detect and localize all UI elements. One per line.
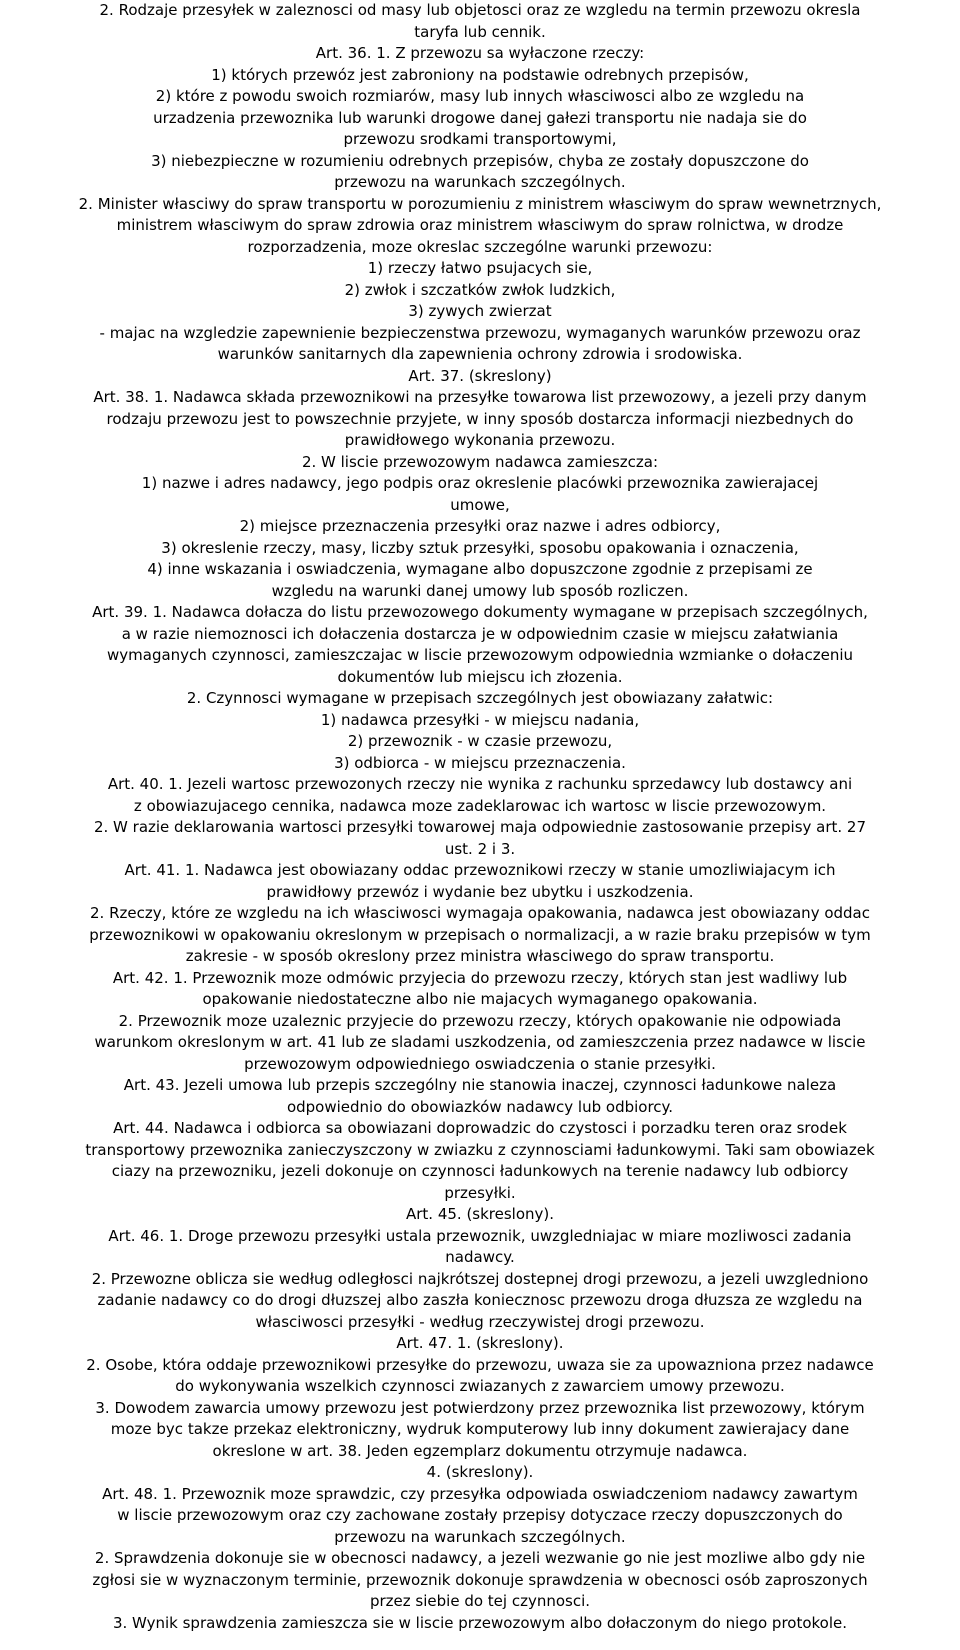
text-line: warunkom okreslonym w art. 41 lub ze sladami uszkodzenia, od zamieszczenia przez nadawce w liscie xyxy=(94,1033,866,1051)
text-line: przewoznikowi w opakowaniu okreslonym w przepisach o normalizacji, a w razie braku przepisów w tym xyxy=(89,925,871,944)
text-line: 4) inne wskazania i oswiadczenia, wymagane albo dopuszczone zgodnie z przepisami ze xyxy=(147,560,813,578)
text-line: zgłosi sie w wyznaczonym terminie, przewoznik dokonuje sprawdzenia w obecnosci osób zaproszonych xyxy=(92,1570,868,1589)
text-line: przewozowym odpowiedniego oswiadczenia o stanie przesyłki. xyxy=(244,1054,716,1073)
text-line: przewozu srodkami transportowymi, xyxy=(343,130,617,148)
text-line: 3. Dowodem zawarcia umowy przewozu jest potwierdzony przez przewoznika list przewozowy, którym xyxy=(95,1398,865,1417)
text-line: przez siebie do tej czynnosci. xyxy=(369,1592,591,1610)
text-line: własciwosci przesyłki - według rzeczywistej drogi przewozu. xyxy=(255,1312,705,1331)
text-line: Art. 43. Jezeli umowa lub przepis szczególny nie stanowia inaczej, czynnosci ładunkowe naleza xyxy=(123,1076,837,1094)
text-line: 2. Rzeczy, które ze wzgledu na ich własciwosci wymagaja opakowania, nadawca jest obowiazany oddac xyxy=(90,904,870,922)
text-line: 2) przewoznik - w czasie przewozu, xyxy=(347,732,613,750)
text-line: 3) okreslenie rzeczy, masy, liczby sztuk przesyłki, sposobu opakowania i oznaczenia, xyxy=(161,538,799,557)
text-line: 2) miejsce przeznaczenia przesyłki oraz nazwe i adres odbiorcy, xyxy=(239,517,721,535)
text-line: wzgledu na warunki danej umowy lub sposób rozliczen. xyxy=(271,581,689,600)
text-line: umowe, xyxy=(450,495,510,514)
text-line: przewozu na warunkach szczególnych. xyxy=(334,173,626,191)
text-line: wymaganych czynnosci, zamieszczajac w liscie przewozowym odpowiednia wzmianke o dołaczeniu xyxy=(107,646,853,664)
text-line: Art. 39. 1. Nadawca dołacza do listu przewozowego dokumenty wymagane w przepisach szczególnych, xyxy=(92,603,868,621)
text-line: Art. 42. 1. Przewoznik moze odmówic przyjecia do przewozu rzeczy, których stan jest wadliwy lub xyxy=(112,968,848,987)
text-line: - majac na wzgledzie zapewnienie bezpieczenstwa przewozu, wymaganych warunków przewozu oraz xyxy=(99,323,861,342)
text-line: prawidłowego wykonania przewozu. xyxy=(344,431,616,449)
text-line: 2. Osobe, która oddaje przewoznikowi przesyłke do przewozu, uwaza sie za upowazniona przez nadawce xyxy=(86,1355,874,1374)
text-line: 3) niebezpieczne w rozumieniu odrebnych przepisów, chyba ze zostały dopuszczone do xyxy=(151,151,809,170)
text-line: 2. W liscie przewozowym nadawca zamieszcza: xyxy=(301,452,659,471)
text-line: Art. 37. (skreslony) xyxy=(408,366,552,385)
text-line: transportowy przewoznika zanieczyszczony w zwiazku z czynnosciami ładunkowymi. Taki sam obowiazek xyxy=(85,1140,875,1159)
text-line: urzadzenia przewoznika lub warunki drogowe danej gałezi transportu nie nadaja sie do xyxy=(153,108,807,127)
text-line: zakresie - w sposób okreslony przez ministra własciwego do spraw transportu. xyxy=(185,947,775,965)
text-line: a w razie niemoznosci ich dołaczenia dostarcza je w odpowiednim czasie w miejscu załatwiania xyxy=(121,624,839,643)
document-body xyxy=(2,0,958,1634)
text-line: opakowanie niedostateczne albo nie majacych wymaganego opakowania. xyxy=(202,990,758,1008)
text-line: rozporzadzenia, moze okreslac szczególne warunki przewozu: xyxy=(247,237,713,256)
text-line: 2. Sprawdzenia dokonuje sie w obecnosci nadawcy, a jezeli wezwanie go nie jest mozliwe albo gdy nie xyxy=(94,1549,866,1567)
text-line: do wykonywania wszelkich czynnosci zwiazanych z zawarciem umowy przewozu. xyxy=(175,1377,785,1395)
text-line: przesyłki. xyxy=(444,1183,516,1202)
text-line: ciazy na przewozniku, jezeli dokonuje on czynnosci ładunkowych na terenie nadawcy lub odbiorcy xyxy=(111,1162,849,1180)
text-line: dokumentów lub miejscu ich złozenia. xyxy=(337,667,623,686)
text-line: zadanie nadawcy co do drogi dłuzszej albo zaszła koniecznosc przewozu droga dłuzsza ze wzgledu na xyxy=(97,1291,863,1309)
text-line: 2. Przewozne oblicza sie według odległosci najkrótszej dostepnej drogi przewozu, a jezeli uwzgledniono xyxy=(91,1269,869,1288)
text-line: Art. 47. 1. (skreslony). xyxy=(396,1334,564,1352)
text-line: 1) nazwe i adres nadawcy, jego podpis oraz okreslenie placówki przewoznika zawierajacej xyxy=(141,474,819,492)
text-line: Art. 41. 1. Nadawca jest obowiazany oddac przewoznikowi rzeczy w stanie umozliwiajacym ich xyxy=(124,861,836,879)
text-line: Art. 48. 1. Przewoznik moze sprawdzic, czy przesyłka odpowiada oswiadczeniom nadawcy zawartym xyxy=(102,1484,858,1503)
text-line: Art. 36. 1. Z przewozu sa wyłaczone rzeczy: xyxy=(315,44,645,62)
text-line: nadawcy. xyxy=(445,1248,515,1266)
text-line: 3) zywych zwierzat xyxy=(408,302,552,320)
text-line: przewozu na warunkach szczególnych. xyxy=(334,1527,626,1546)
text-line: prawidłowy przewóz i wydanie bez ubytku i uszkodzenia. xyxy=(266,882,694,901)
text-line: ust. 2 i 3. xyxy=(444,839,516,858)
text-line: 1) rzeczy łatwo psujacych sie, xyxy=(367,259,593,277)
text-line: 2) zwłok i szczatków zwłok ludzkich, xyxy=(344,280,616,299)
text-line: 1) nadawca przesyłki - w miejscu nadania, xyxy=(320,710,640,729)
text-line: Art. 40. 1. Jezeli wartosc przewozonych rzeczy nie wynika z rachunku sprzedawcy lub dostawcy ani xyxy=(107,775,853,793)
text-line: ministrem własciwym do spraw zdrowia oraz ministrem własciwym do spraw rolnictwa, w drodze xyxy=(116,216,844,234)
text-line: 2. Minister własciwy do spraw transportu w porozumieniu z ministrem własciwym do spraw wewnetrznych, xyxy=(78,194,882,213)
text-line: taryfa lub cennik. xyxy=(414,22,546,41)
text-line: 4. (skreslony). xyxy=(426,1463,534,1481)
text-line: 2) które z powodu swoich rozmiarów, masy lub innych własciwosci albo ze wzgledu na xyxy=(155,87,805,105)
text-line: okreslone w art. 38. Jeden egzemplarz dokumentu otrzymuje nadawca. xyxy=(212,1441,748,1460)
text-line: rodzaju przewozu jest to powszechnie przyjete, w inny sposób dostarcza informacji niezbednych do xyxy=(106,409,854,428)
text-line: 1) których przewóz jest zabroniony na podstawie odrebnych przepisów, xyxy=(211,65,749,84)
text-line: 2. Przewoznik moze uzaleznic przyjecie do przewozu rzeczy, których opakowanie nie odpowiada xyxy=(118,1011,842,1030)
text-line: 3. Wynik sprawdzenia zamieszcza sie w liscie przewozowym albo dołaczonym do niego protokole. xyxy=(112,1613,848,1632)
text-line: Art. 46. 1. Droge przewozu przesyłki ustala przewoznik, uwzgledniajac w miare mozliwosci zadania xyxy=(108,1226,852,1245)
text-line: 3) odbiorca - w miejscu przeznaczenia. xyxy=(334,753,626,772)
text-line: Art. 44. Nadawca i odbiorca sa obowiazani doprowadzic do czystosci i porzadku teren oraz srodek xyxy=(113,1119,847,1137)
text-line: moze byc takze przekaz elektroniczny, wydruk komputerowy lub inny dokument zawierajacy dane xyxy=(110,1420,850,1438)
text-line: warunków sanitarnych dla zapewnienia ochrony zdrowia i srodowiska. xyxy=(217,345,743,363)
text-line: 2. W razie deklarowania wartosci przesyłki towarowej maja odpowiednie zastosowanie przepisy art. 27 xyxy=(93,818,867,836)
text-line: z obowiazujacego cennika, nadawca moze zadeklarowac ich wartosc w liscie przewozowym. xyxy=(133,796,827,815)
text-line: Art. 45. (skreslony). xyxy=(405,1205,555,1223)
text-line: 2. Czynnosci wymagane w przepisach szczególnych jest obowiazany załatwic: xyxy=(186,689,774,707)
text-line: Art. 38. 1. Nadawca składa przewoznikowi na przesyłke towarowa list przewozowy, a jezeli przy danym xyxy=(93,388,867,406)
text-line: odpowiednio do obowiazków nadawcy lub odbiorcy. xyxy=(286,1097,674,1116)
text-line: w liscie przewozowym oraz czy zachowane zostały przepisy dotyczace rzeczy dopuszczonych do xyxy=(117,1506,843,1524)
text-line: 2. Rodzaje przesyłek w zaleznosci od masy lub objetosci oraz ze wzgledu na termin przewozu okresla xyxy=(99,1,861,19)
